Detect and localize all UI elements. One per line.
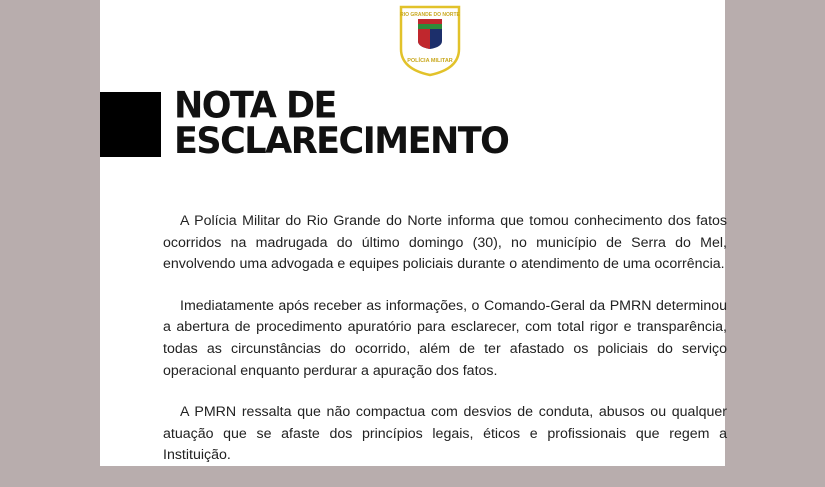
policia-militar-crest-logo [399, 5, 461, 77]
page-title [174, 84, 509, 163]
paragraph: A Polícia Militar do Rio Grande do Norte informa que tomou conhecimento dos fatos ocorridos na madrugada do último domingo (30), no município de Serra do Mel, envolvendo uma advogada e equipes policiais durante o atendimento de uma ocorrência. [163, 213, 727, 273]
title-black-block [100, 92, 161, 157]
svg-text:RIO GRANDE DO NORTE: RIO GRANDE DO NORTE [400, 12, 460, 18]
paragraph: Imediatamente após receber as informações, o Comando-Geral da PMRN determinou a abertura de procedimento apuratório para esclarecer, com total rigor e transparência, todas as circunstâncias do ocorrido, além de ter afastado os policiais do serviço operacional enquanto perdurar a apuração dos fatos. [163, 297, 727, 379]
title-line-2: ESCLARECIMENTO [174, 120, 509, 163]
note-body [163, 211, 727, 487]
paragraph: A PMRN ressalta que não compactua com desvios de conduta, abusos ou qualquer atuação que se afaste dos princípios legais, éticos e profissionais que regem a Instituição. [163, 404, 727, 464]
title-line-1: NOTA DE [174, 84, 336, 127]
svg-text:POLÍCIA MILITAR: POLÍCIA MILITAR [407, 58, 453, 64]
